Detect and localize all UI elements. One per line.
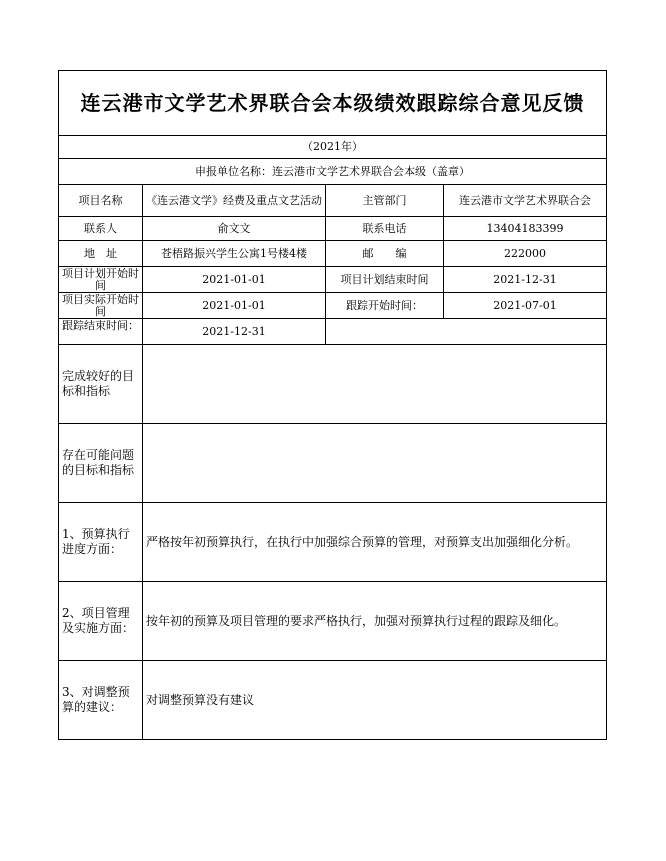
section-label: 完成较好的目标和指标 bbox=[59, 345, 143, 424]
contact-row bbox=[59, 217, 607, 241]
plan-row bbox=[59, 267, 607, 293]
track-end-value: 2021-12-31 bbox=[143, 319, 326, 345]
address-label: 地 址 bbox=[59, 241, 143, 267]
plan-end-value: 2021-12-31 bbox=[444, 267, 607, 293]
applicant-row bbox=[59, 159, 607, 185]
plan-start-label: 项目计划开始时间 bbox=[62, 267, 139, 292]
dept-value: 连云港市文学艺术界联合会 bbox=[444, 185, 607, 217]
actual-start-value: 2021-01-01 bbox=[143, 293, 326, 319]
section-content: 对调整预算没有建议 bbox=[143, 661, 607, 740]
postcode-label: 邮 编 bbox=[326, 241, 444, 267]
section-row bbox=[59, 345, 607, 424]
plan-end-label: 项目计划结束时间 bbox=[326, 267, 444, 293]
section-content bbox=[143, 345, 607, 424]
address-value: 苍梧路振兴学生公寓1号楼4楼 bbox=[143, 241, 326, 267]
applicant-label: 申报单位名称：连云港市文学艺术界联合会本级（盖章） bbox=[59, 159, 607, 185]
track-start-label: 跟踪开始时间： bbox=[326, 293, 444, 319]
plan-start-value: 2021-01-01 bbox=[143, 267, 326, 293]
section-label: 存在可能问题的目标和指标 bbox=[59, 424, 143, 503]
section-content bbox=[143, 424, 607, 503]
page-title: 连云港市文学艺术界联合会本级绩效跟踪综合意见反馈 bbox=[59, 71, 607, 136]
section-label: 2、项目管理及实施方面： bbox=[59, 582, 143, 661]
project-name-label: 项目名称 bbox=[59, 185, 143, 217]
section-row bbox=[59, 503, 607, 582]
actual-start-label: 项目实际开始时间 bbox=[62, 293, 139, 318]
phone-value: 13404183399 bbox=[444, 217, 607, 241]
track-end-label: 跟踪结束时间： bbox=[62, 319, 139, 332]
track-end-label-cell bbox=[59, 319, 143, 345]
form-table bbox=[58, 70, 607, 740]
address-row bbox=[59, 241, 607, 267]
project-name-value: 《连云港文学》经费及重点文艺活动 bbox=[143, 185, 326, 217]
project-row bbox=[59, 185, 607, 217]
feedback-form bbox=[58, 70, 606, 740]
section-label: 3、对调整预算的建议： bbox=[59, 661, 143, 740]
section-row bbox=[59, 582, 607, 661]
phone-label: 联系电话 bbox=[326, 217, 444, 241]
section-row bbox=[59, 661, 607, 740]
title-row bbox=[59, 71, 607, 136]
section-label: 1、预算执行进度方面： bbox=[59, 503, 143, 582]
year-row bbox=[59, 136, 607, 159]
track-end-row bbox=[59, 319, 607, 345]
track-start-value: 2021-07-01 bbox=[444, 293, 607, 319]
actual-row bbox=[59, 293, 607, 319]
actual-start-label-cell bbox=[59, 293, 143, 319]
section-content: 按年初的预算及项目管理的要求严格执行，加强对预算执行过程的跟踪及细化。 bbox=[143, 582, 607, 661]
contact-label: 联系人 bbox=[59, 217, 143, 241]
year-label: （2021年） bbox=[59, 136, 607, 159]
section-row bbox=[59, 424, 607, 503]
section-content: 严格按年初预算执行，在执行中加强综合预算的管理，对预算支出加强细化分析。 bbox=[143, 503, 607, 582]
dept-label: 主管部门 bbox=[326, 185, 444, 217]
plan-start-label-cell bbox=[59, 267, 143, 293]
postcode-value: 222000 bbox=[444, 241, 607, 267]
contact-value: 俞文文 bbox=[143, 217, 326, 241]
empty-cell bbox=[326, 319, 607, 345]
